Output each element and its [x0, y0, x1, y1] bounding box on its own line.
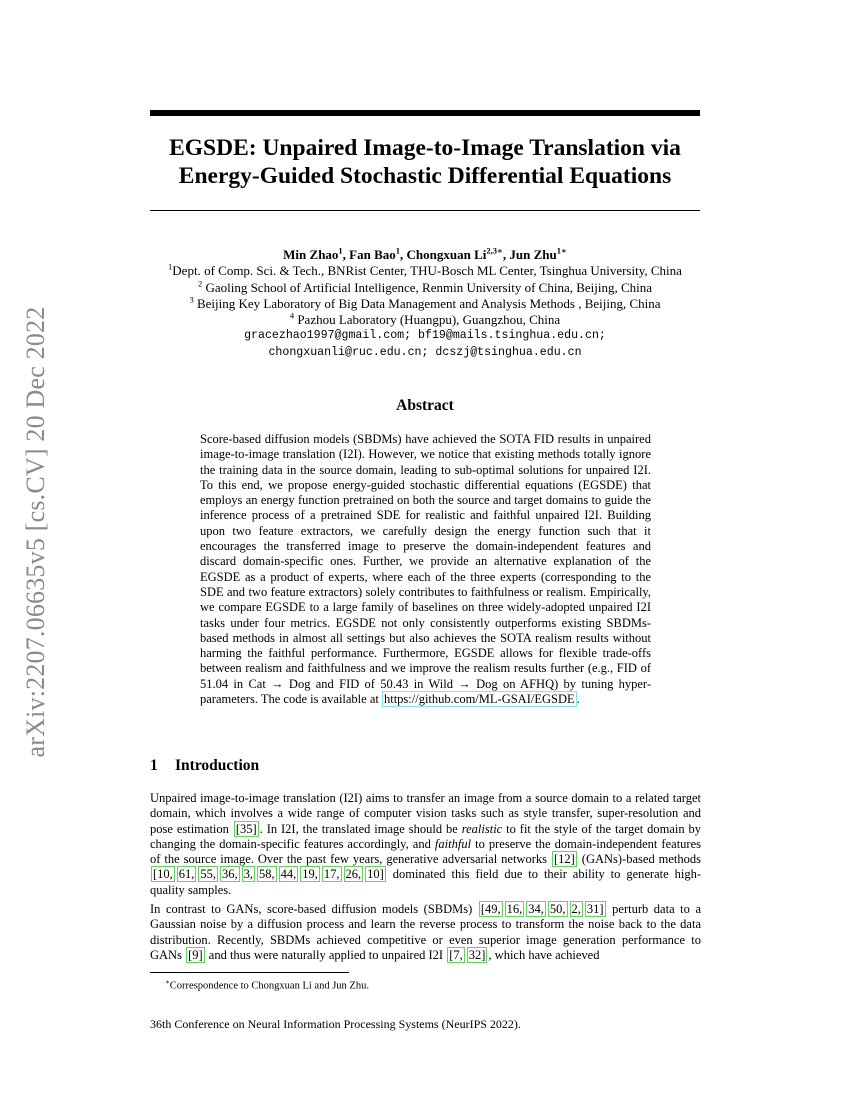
citation-link[interactable]: 10]	[367, 867, 384, 882]
citation-link[interactable]: [35]	[235, 821, 257, 836]
title-line-2: Energy-Guided Stochastic Differential Equations	[178, 163, 672, 189]
paragraph	[150, 791, 701, 898]
text-run: to fit the style of the target domain by changing the domain-specific features accordingly, and	[150, 821, 702, 851]
author-sup: 2,3∗	[486, 245, 503, 256]
affiliation-line	[100, 263, 750, 279]
abstract-text: Score-based diffusion models (SBDMs) have achieved the SOTA FID results in unpaired image-to-image translation (I2I). However, we notice that existing methods totally ignore the training data in the source domain, leading to sub-optimal solutions for unpaired I2I. To this end, we propose energy-guided stochastic differential equations (EGSDE) that employs an energy function pretrained on both the source and target domains to guide the inference process of a pretrained SDE for realistic and faithful unpaired I2I. Building upon two feature extractors, we carefully design the energy function such that it encourages the transferred image to preserve the domain-independent features and discard domain-specific ones. Further, we provide an alternative explanation of the EGSDE as a product of experts, where each of the three experts (corresponding to the SDE and two feature extractors) solely contributes to faithfulness or realism. Empirically, we compare EGSDE to a large family of baselines on three widely-adopted unpaired I2I tasks under four metrics. EGSDE not only consistently outperforms existing SBDMs-based methods in almost all settings but also achieves the SOTA realism results without harming the faithful performance. Furthermore, EGSDE allows for flexible trade-offs between realism and faithfulness and we improve the realism results further (e.g., FID of 51.04 in Cat → Dog and FID of 50.43 in Wild → Dog on AFHQ) by tuning hyper-parameters. The code is available at	[200, 432, 651, 707]
email-line: chongxuanli@ruc.edu.cn; dcszj@tsinghua.edu.cn	[268, 345, 582, 359]
text-run: (GANs)-based methods	[581, 852, 702, 867]
arxiv-identifier-text: arXiv:2207.06635v5 [cs.CV] 20 Dec 2022	[21, 306, 50, 758]
citation-link[interactable]: 2,	[571, 902, 581, 917]
text-run: Unpaired image-to-image translation (I2I) aims to transfer an image from a source domain to a related target domain, which involves a wide range of computer vision tasks such as style transfer, super-resolution and pose estimation	[150, 791, 701, 836]
section-number: 1	[150, 757, 158, 774]
author-sup: 1	[338, 245, 343, 256]
citation-link[interactable]: [10,	[153, 867, 173, 882]
emphasis-text: realistic	[461, 821, 503, 836]
emphasis-text: faithful	[434, 836, 472, 851]
text-run: , which have achieved	[488, 947, 600, 962]
section-heading	[150, 757, 700, 775]
citation-link[interactable]: [9]	[188, 947, 203, 962]
email-line: gracezhao1997@gmail.com; bf19@mails.tsinghua.edu.cn;	[244, 329, 606, 343]
affiliation-text: Beijing Key Laboratory of Big Data Management and Analysis Methods , Beijing, China	[196, 295, 661, 311]
title-line-1: EGSDE: Unpaired Image-to-Image Translation via	[169, 135, 681, 161]
title-top-rule	[150, 110, 700, 116]
author-name: Fan Bao	[349, 247, 396, 262]
text-run: to preserve the domain-independent features of the source image. Over the past few years, generative adversarial networks	[150, 836, 701, 867]
introduction-body	[150, 791, 701, 967]
citation-link[interactable]: 36,	[222, 867, 238, 882]
citation-link[interactable]: 32]	[468, 947, 486, 962]
affiliation-sup: 1	[168, 261, 173, 272]
affiliation-line	[100, 312, 750, 328]
affiliation-line	[100, 280, 750, 296]
paper-title	[150, 134, 700, 190]
abstract-body: Score-based diffusion models (SBDMs) have achieved the SOTA FID results in unpaired image-to-image translation (I2I). However, we notice that existing methods totally ignore the training data in the source domain, leading to sub-optimal solutions for unpaired I2I. To this end, we propose energy-guided stochastic differential equations (EGSDE) that employs an energy function pretrained on both the source and target domains to guide the inference process of a pretrained SDE for realistic and faithful unpaired I2I. Building upon two feature extractors, we carefully design the energy function such that it encourages the transferred image to preserve the domain-independent features and discard domain-specific ones. Further, we provide an alternative explanation of the EGSDE as a product of experts, where each of the three experts (corresponding to the SDE and two feature extractors) solely contributes to faithfulness or realism. Empirically, we compare EGSDE to a large family of baselines on three widely-adopted unpaired I2I tasks under four metrics. EGSDE not only consistently outperforms existing SBDMs-based methods in almost all settings but also achieves the SOTA realism results without harming the faithful performance. Furthermore, EGSDE allows for flexible trade-offs between realism and faithfulness and we improve the realism results further (e.g., FID of 51.04 in Cat → Dog and FID of 50.43 in Wild → Dog on AFHQ) by tuning hyper-parameters. The code is available at https://github.com/ML-GSAI/EGSDE .	[200, 432, 651, 707]
title-bottom-rule	[150, 210, 700, 211]
citation-link[interactable]: 19,	[302, 867, 318, 882]
conference-note: 36th Conference on Neural Information Processing Systems (NeurIPS 2022).	[150, 1017, 521, 1031]
text-run: and thus were naturally applied to unpaired I2I	[208, 947, 444, 962]
abstract-heading: Abstract	[396, 397, 454, 414]
text-run: perturb data to a Gaussian noise by a diffusion process and learn the reverse process to transform the noise back to the data distribution. Recently, SBDMs achieved competitive or even superior image generation performance to GANs	[150, 902, 702, 962]
author-name: Min Zhao	[283, 247, 339, 262]
affiliation-text: Pazhou Laboratory (Huangpu), Guangzhou, China	[297, 312, 561, 328]
affiliation-text: Gaoling School of Artificial Intelligence, Renmin University of China, Beijing, China	[205, 279, 653, 295]
code-link[interactable]: https://github.com/ML-GSAI/EGSDE	[383, 692, 575, 707]
citation-link[interactable]: [12]	[553, 852, 575, 867]
citation-link[interactable]: 16,	[506, 902, 523, 917]
author-block	[100, 247, 750, 361]
citation-link[interactable]: [49,	[480, 902, 501, 917]
citation-link[interactable]: 44,	[280, 867, 297, 882]
citation-link[interactable]: 50,	[549, 902, 566, 917]
citation-link[interactable]: 58,	[259, 867, 275, 882]
section-title: Introduction	[175, 757, 260, 774]
affiliation-sup: 2	[197, 278, 203, 289]
footnote-text: Correspondence to Chongxuan Li and Jun Zhu.	[169, 980, 369, 992]
author-name: Chongxuan Li	[406, 247, 487, 262]
author-sup: 1∗	[556, 245, 567, 256]
text-run: . In I2I, the translated image should be	[259, 821, 458, 836]
affiliation-text: Dept. of Comp. Sci. & Tech., BNRist Center, THU-Bosch ML Center, Tsinghua University, China	[172, 263, 682, 279]
citation-link[interactable]: [7,	[449, 947, 463, 962]
citation-link[interactable]: 55,	[200, 867, 217, 882]
footnote-rule	[150, 972, 349, 973]
author-sup: 1	[395, 245, 401, 256]
text-run: dominated this field due to their ability to generate high-quality samples.	[150, 867, 701, 897]
affiliation-line	[100, 296, 750, 312]
footnote-marker: ∗	[165, 978, 170, 986]
citation-link[interactable]: 17,	[323, 867, 340, 882]
author-names: Min Zhao$^1$, Fan Bao$^1$, Chongxuan $Li^{2,3∗}$, Jun Zhu$^{1∗}$	[283, 245, 567, 262]
affiliation-sup: 4	[289, 310, 295, 321]
citation-link[interactable]: 61,	[178, 867, 195, 882]
text-run: In contrast to GANs, score-based diffusion models (SBDMs)	[150, 902, 473, 917]
paragraph	[150, 902, 701, 963]
author-name: Jun Zhu	[509, 247, 557, 262]
affiliation-sup: 3	[189, 294, 194, 305]
citation-link[interactable]: 31]	[586, 902, 604, 917]
footnote	[165, 976, 705, 993]
citation-link[interactable]: 34,	[528, 902, 544, 917]
citation-link[interactable]: 3,	[243, 867, 254, 882]
citation-link[interactable]: 26,	[345, 867, 362, 882]
